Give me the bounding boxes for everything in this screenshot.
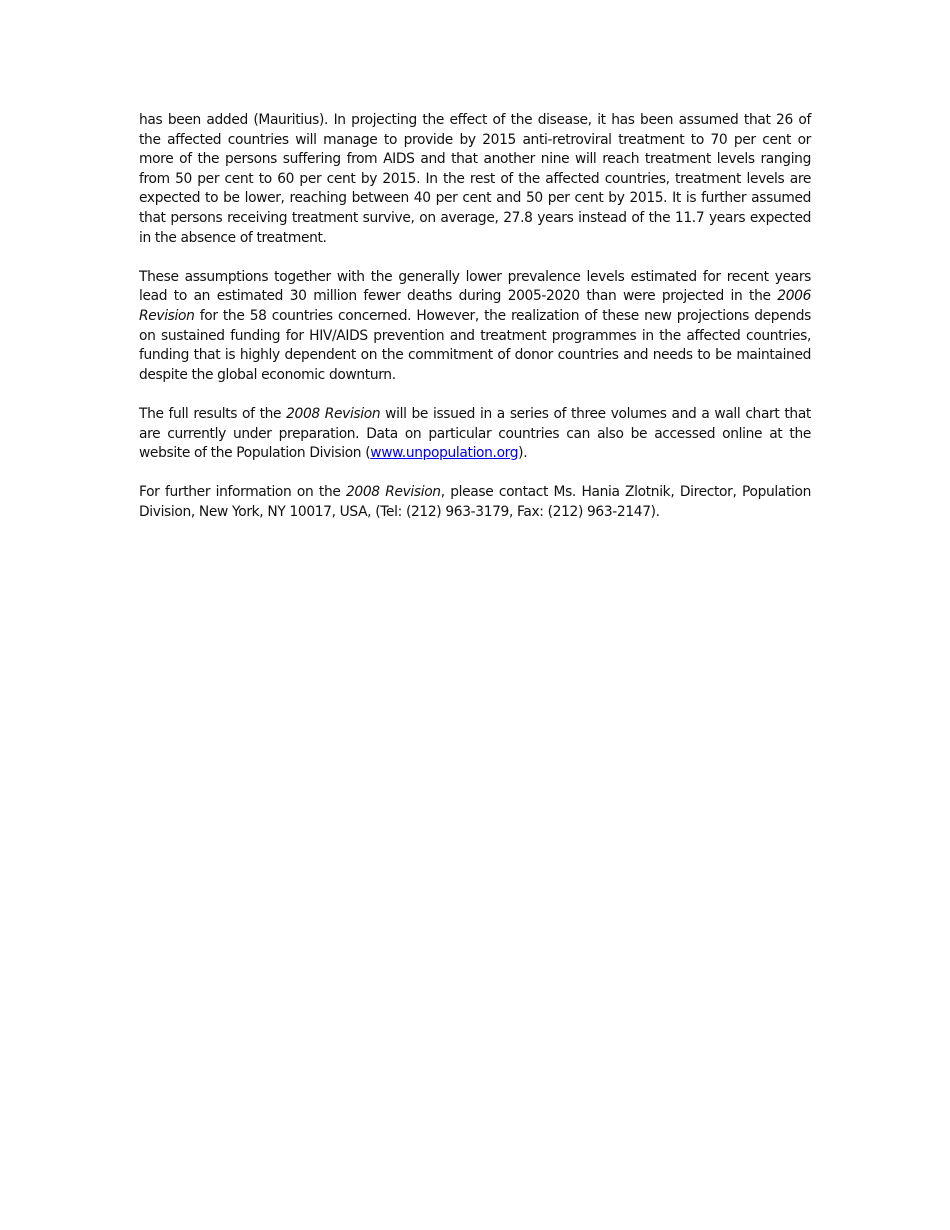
revision-title-2006: 2006 Revision [139, 288, 811, 324]
paragraph-text: for the 58 countries concerned. However, the realization of these new projections depends on sustained funding for HIV/AIDS prevention and treatment programmes in the affected countries, funding that is highly dependent on the commitment of donor countries and needs to be maintained despite the global economic downturn. [139, 307, 811, 383]
paragraph-text: has been added (Mauritius). In projecting the effect of the disease, it has been assumed that 26 of the affected countries will manage to provide by 2015 anti-retroviral treatment to 70 per cent or more of the persons suffering from AIDS and that another nine will reach treatment levels ranging from 50 per cent to 60 per cent by 2015. In the rest of the affected countries, treatment levels are expected to be lower, reaching between 40 per cent and 50 per cent by 2015. It is further assumed that persons receiving treatment survive, on average, 27.8 years instead of the 11.7 years expected in the absence of treatment. [139, 112, 811, 246]
paragraph-text: For further information on the [139, 484, 346, 501]
paragraph-fewer-deaths [139, 268, 811, 386]
revision-title-2008: 2008 Revision [346, 484, 441, 501]
document-body [139, 111, 811, 542]
paragraph-contact-info [139, 483, 811, 522]
paragraph-text: , please contact Ms. Hania Zlotnik, Director, Population Division, New York, NY 10017, USA, (Tel: (212) 963-3179, Fax: (212) 963-2147). [139, 484, 811, 520]
population-website-link[interactable]: www.unpopulation.org [370, 445, 519, 462]
paragraph-treatment-assumptions [139, 111, 811, 248]
paragraph-text: The full results of the [139, 405, 287, 422]
paragraph-text: These assumptions together with the generally lower prevalence levels estimated for recent years lead to an estimated 30 million fewer deaths during 2005-2020 than were projected in the [139, 268, 811, 305]
paragraph-full-results [139, 405, 811, 464]
revision-title-2008: 2008 Revision [286, 405, 381, 422]
paragraph-text: will be issued in a series of three volumes and a wall chart that are currently under preparation. Data on particular countries can also be accessed online at the website of the Population Division ( [139, 405, 811, 462]
paragraph-text: ). [518, 445, 528, 462]
